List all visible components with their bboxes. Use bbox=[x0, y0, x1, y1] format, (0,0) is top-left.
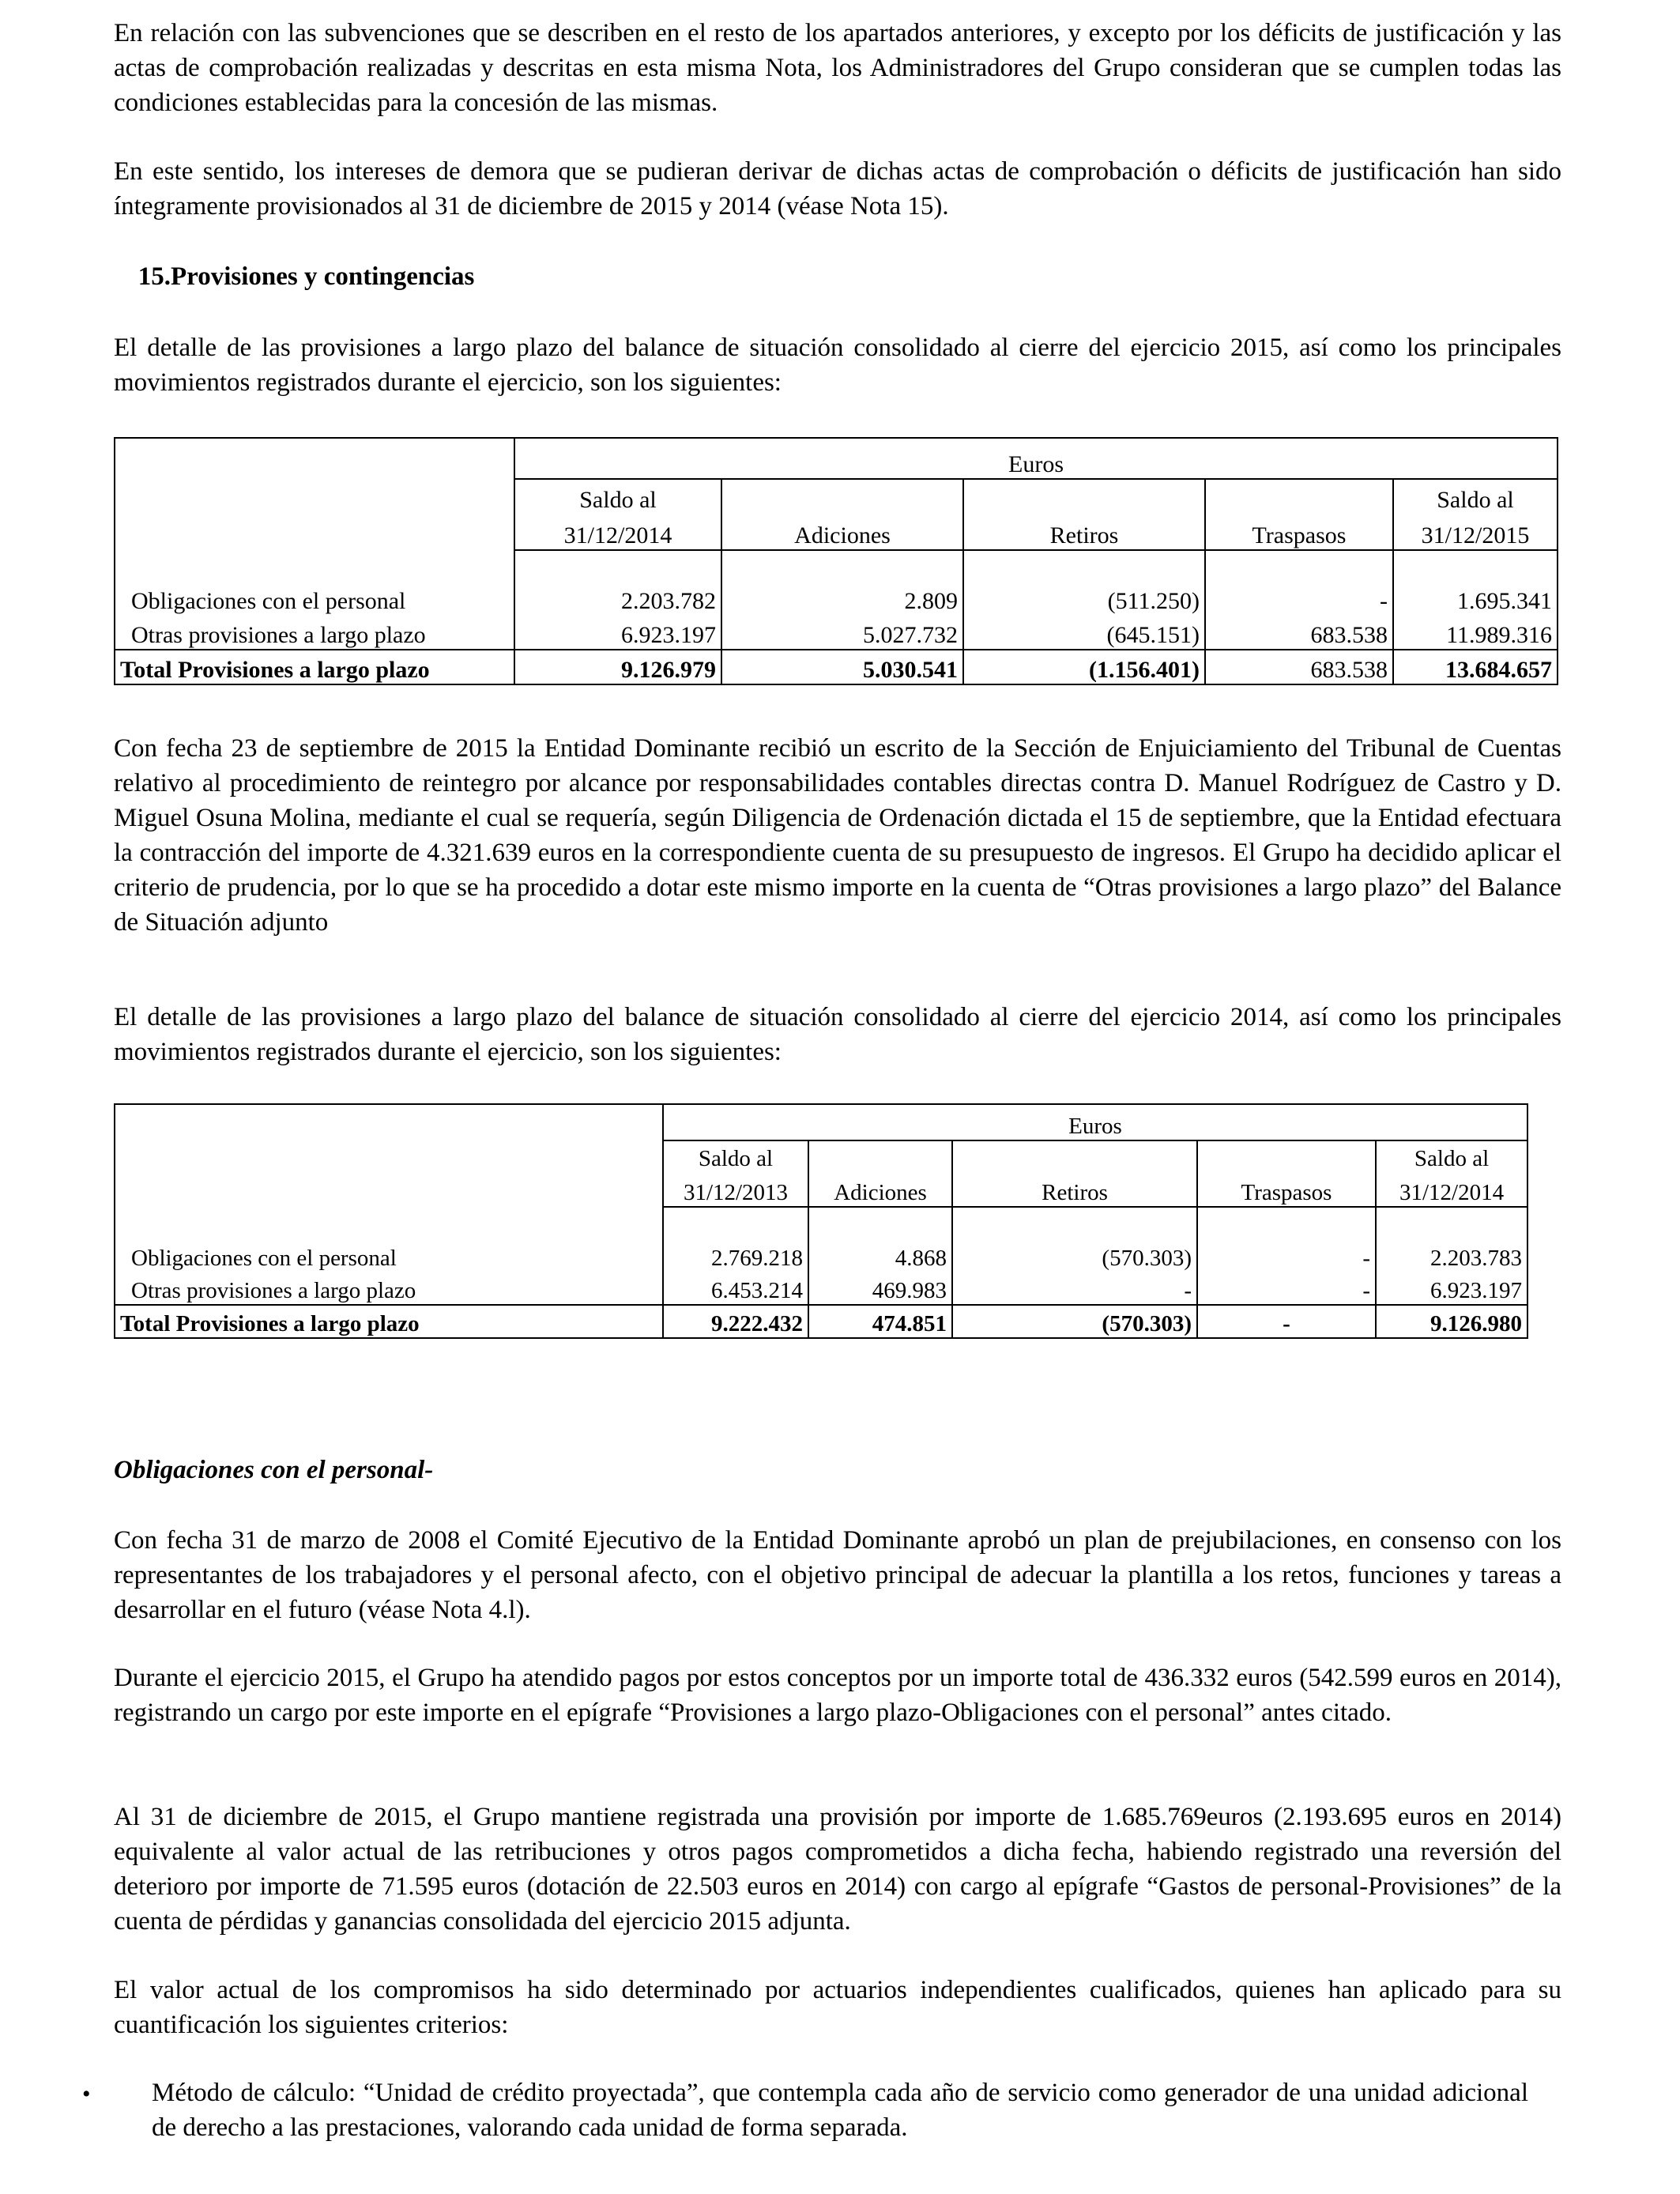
table-unit-header: Euros bbox=[663, 1104, 1527, 1140]
cell-saldo-inicial: 6.923.197 bbox=[514, 615, 721, 650]
section-title: Provisiones y contingencias bbox=[171, 262, 475, 291]
col-header-retiros: Retiros bbox=[952, 1172, 1197, 1207]
cell-adiciones: 2.809 bbox=[721, 582, 963, 615]
paragraph-provision-2015: Al 31 de diciembre de 2015, el Grupo mantiene registrada una provisión por importe de 1.685.769euros (2.193.695 euros en 2014) equivalente al valor actual de las retribuciones y otros pagos comprometidos a dicha fecha, habiendo registrado una reversión del deterioro por importe de 71.595 euros (dotación de 22.503 euros en 2014) con cargo al epígrafe “Gastos de personal-Provisiones” de la cuenta de pérdidas y ganancias consolidada del ejercicio 2015 adjunta. bbox=[114, 1803, 1561, 1936]
provisions-table-2014 bbox=[114, 1103, 1528, 1339]
total-saldo-final: 9.126.980 bbox=[1376, 1305, 1527, 1338]
cell-retiros: (511.250) bbox=[963, 582, 1205, 615]
col-header-saldo-inicial: 31/12/2014 bbox=[514, 514, 721, 550]
total-label: Total Provisiones a largo plazo bbox=[115, 650, 514, 684]
col-header-saldo-inicial: 31/12/2013 bbox=[663, 1172, 808, 1207]
cell-saldo-inicial: 2.203.782 bbox=[514, 582, 721, 615]
table-total-row bbox=[115, 1305, 1527, 1338]
total-traspasos: 683.538 bbox=[1205, 650, 1393, 684]
total-traspasos: - bbox=[1197, 1305, 1376, 1338]
table-unit-header: Euros bbox=[514, 438, 1558, 479]
total-saldo-final: 13.684.657 bbox=[1393, 650, 1558, 684]
cell-adiciones: 4.868 bbox=[808, 1238, 952, 1272]
total-saldo-inicial: 9.126.979 bbox=[514, 650, 721, 684]
cell-saldo-inicial: 2.769.218 bbox=[663, 1238, 808, 1272]
total-adiciones: 474.851 bbox=[808, 1305, 952, 1338]
total-adiciones: 5.030.541 bbox=[721, 650, 963, 684]
section-number: 15. bbox=[137, 262, 171, 291]
cell-traspasos: - bbox=[1205, 582, 1393, 615]
col-header-saldo-final-top: Saldo al bbox=[1376, 1140, 1527, 1172]
cell-traspasos: - bbox=[1197, 1238, 1376, 1272]
table-row bbox=[115, 1272, 1527, 1305]
col-header-saldo-inicial-top: Saldo al bbox=[663, 1140, 808, 1172]
subheading-obligaciones: Obligaciones con el personal- bbox=[114, 1456, 434, 1484]
bullet-icon: • bbox=[82, 2081, 91, 2107]
table-row bbox=[115, 582, 1558, 615]
cell-saldo-final: 11.989.316 bbox=[1393, 615, 1558, 650]
table-total-row bbox=[115, 650, 1558, 684]
total-retiros: (1.156.401) bbox=[963, 650, 1205, 684]
col-header-saldo-final: 31/12/2014 bbox=[1376, 1172, 1527, 1207]
total-label: Total Provisiones a largo plazo bbox=[115, 1305, 663, 1338]
col-header-traspasos: Traspasos bbox=[1197, 1172, 1376, 1207]
cell-saldo-final: 2.203.783 bbox=[1376, 1238, 1527, 1272]
col-header-adiciones: Adiciones bbox=[721, 514, 963, 550]
paragraph-pagos-2015: Durante el ejercicio 2015, el Grupo ha atendido pagos por estos conceptos por un importe total de 436.332 euros (542.599 euros en 2014), registrando un cargo por este importe en el epígrafe “Provisiones a largo plazo-Obligaciones con el personal” antes citado. bbox=[114, 1664, 1561, 1727]
paragraph-subvenciones: En relación con las subvenciones que se describen en el resto de los apartados anteriores, y excepto por los déficits de justificación y las actas de comprobación realizadas y descritas en esta misma Nota, los Administradores del Grupo consideran que se cumplen todas las condiciones establecidas para la concesión de las mismas. bbox=[114, 19, 1561, 117]
paragraph-valor-actual: El valor actual de los compromisos ha sido determinado por actuarios independientes cualificados, quienes han aplicado para su cuantificación los siguientes criterios: bbox=[114, 1976, 1561, 2039]
paragraph-detalle-2015: El detalle de las provisiones a largo plazo del balance de situación consolidado al cierre del ejercicio 2015, así como los principales movimientos registrados durante el ejercicio, son los siguientes: bbox=[114, 334, 1561, 397]
row-label: Obligaciones con el personal bbox=[115, 582, 514, 615]
total-retiros: (570.303) bbox=[952, 1305, 1197, 1338]
table-row bbox=[115, 1238, 1527, 1272]
paragraph-intereses-demora: En este sentido, los intereses de demora que se pudieran derivar de dichas actas de comprobación o déficits de justificación han sido íntegramente provisionados al 31 de diciembre de 2015 y 2014 (véase Nota 15). bbox=[114, 157, 1561, 221]
paragraph-tribunal-cuentas: Con fecha 23 de septiembre de 2015 la Entidad Dominante recibió un escrito de la Sección de Enjuiciamiento del Tribunal de Cuentas relativo al procedimiento de reintegro por alcance por responsabilidades contables directas contra D. Manuel Rodríguez de Castro y D. Miguel Osuna Molina, mediante el cual se requería, según Diligencia de Ordenación dictada el 15 de septiembre, que la Entidad efectuara la contracción del importe de 4.321.639 euros en la correspondiente cuenta de su presupuesto de ingresos. El Grupo ha decidido aplicar el criterio de prudencia, por lo que se ha procedido a dotar este mismo importe en la cuenta de “Otras provisiones a largo plazo” del Balance de Situación adjunto bbox=[114, 734, 1561, 937]
row-label: Otras provisiones a largo plazo bbox=[115, 1272, 663, 1305]
cell-adiciones: 469.983 bbox=[808, 1272, 952, 1305]
cell-saldo-final: 6.923.197 bbox=[1376, 1272, 1527, 1305]
section-heading bbox=[114, 259, 474, 294]
col-header-traspasos: Traspasos bbox=[1205, 514, 1393, 550]
table-row bbox=[115, 615, 1558, 650]
col-header-adiciones: Adiciones bbox=[808, 1172, 952, 1207]
col-header-saldo-final-top: Saldo al bbox=[1393, 479, 1558, 514]
provisions-table-2015 bbox=[114, 437, 1558, 685]
cell-retiros: (645.151) bbox=[963, 615, 1205, 650]
col-header-saldo-final: 31/12/2015 bbox=[1393, 514, 1558, 550]
bullet-text-metodo-calculo: Método de cálculo: “Unidad de crédito proyectada”, que contempla cada año de servicio como generador de una unidad adicional de derecho a las prestaciones, valorando cada unidad de forma separada. bbox=[152, 2079, 1528, 2142]
cell-saldo-inicial: 6.453.214 bbox=[663, 1272, 808, 1305]
cell-traspasos: 683.538 bbox=[1205, 615, 1393, 650]
total-saldo-inicial: 9.222.432 bbox=[663, 1305, 808, 1338]
cell-saldo-final: 1.695.341 bbox=[1393, 582, 1558, 615]
cell-retiros: (570.303) bbox=[952, 1238, 1197, 1272]
col-header-retiros: Retiros bbox=[963, 514, 1205, 550]
paragraph-detalle-2014: El detalle de las provisiones a largo plazo del balance de situación consolidado al cierre del ejercicio 2014, así como los principales movimientos registrados durante el ejercicio, son los siguientes: bbox=[114, 1003, 1561, 1066]
row-label: Otras provisiones a largo plazo bbox=[115, 615, 514, 650]
cell-retiros: - bbox=[952, 1272, 1197, 1305]
cell-traspasos: - bbox=[1197, 1272, 1376, 1305]
paragraph-prejubilaciones: Con fecha 31 de marzo de 2008 el Comité Ejecutivo de la Entidad Dominante aprobó un plan de prejubilaciones, en consenso con los representantes de los trabajadores y el personal afecto, con el objetivo principal de adecuar la plantilla a los retos, funciones y tareas a desarrollar en el futuro (véase Nota 4.l). bbox=[114, 1526, 1561, 1624]
col-header-saldo-inicial-top: Saldo al bbox=[514, 479, 721, 514]
row-label: Obligaciones con el personal bbox=[115, 1238, 663, 1272]
cell-adiciones: 5.027.732 bbox=[721, 615, 963, 650]
